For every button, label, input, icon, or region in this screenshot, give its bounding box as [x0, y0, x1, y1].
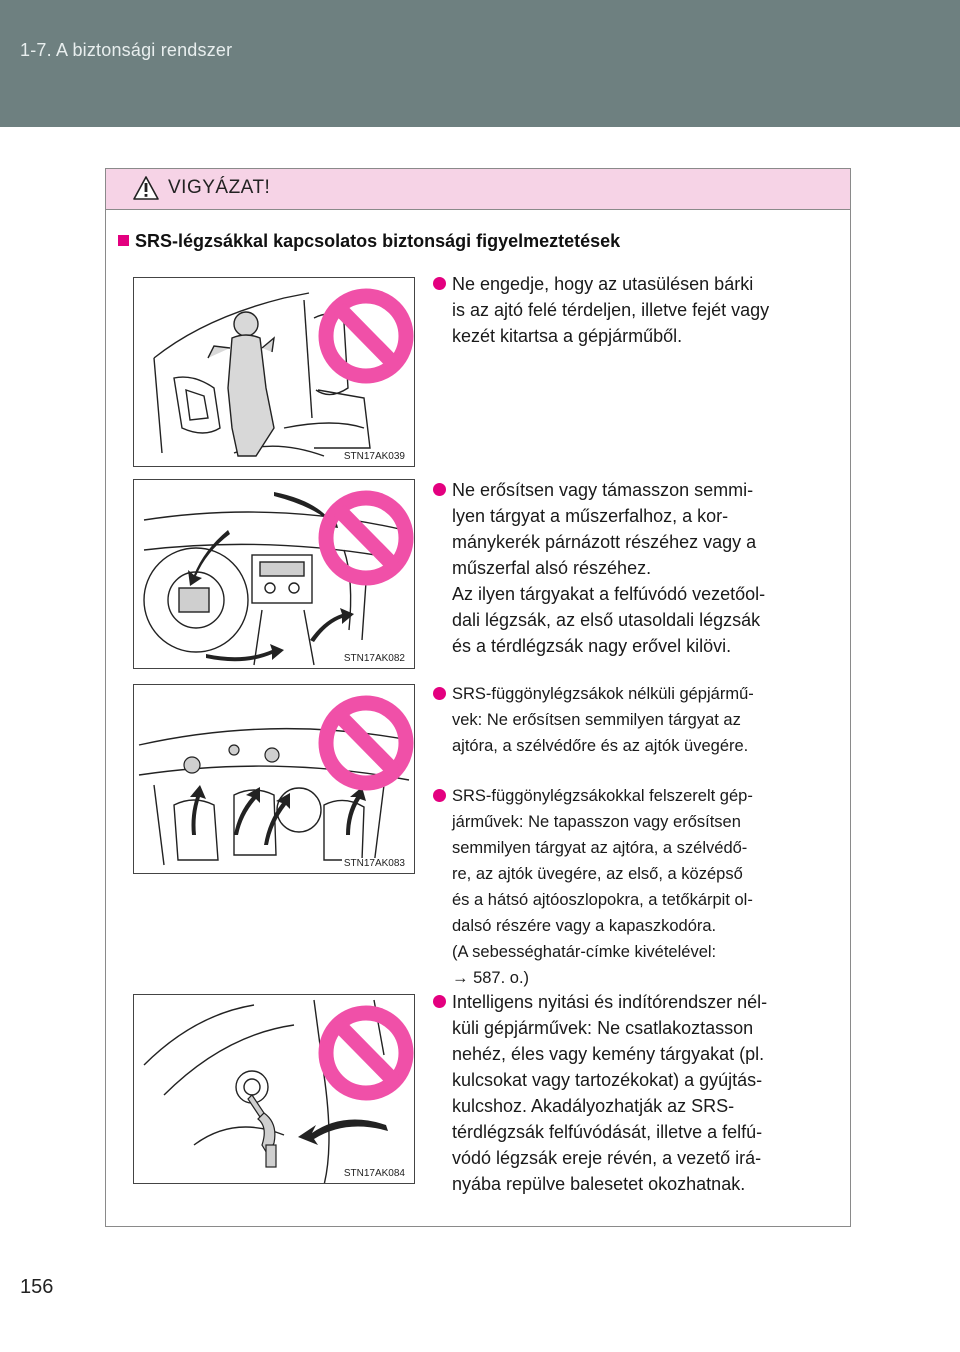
item-line: műszerfal alsó részéhez. — [452, 558, 652, 578]
warning-header — [106, 169, 850, 210]
item-line: mánykerék párnázott részéhez vagy a — [452, 532, 757, 552]
item-line: küli gépjárművek: Ne csatlakoztasson — [452, 1018, 754, 1038]
figure-id: STN17AK039 — [343, 451, 405, 462]
item-line: lyen tárgyat a műszerfalhoz, a kor- — [452, 506, 729, 526]
warning-box — [105, 168, 851, 1227]
bullet-icon — [433, 277, 446, 290]
bullet-icon — [433, 687, 446, 700]
prohibited-sign-icon — [134, 278, 415, 467]
item-line: (A sebességhatár-címke kivételével: — [452, 943, 717, 961]
item-line: nehéz, éles vagy kemény tárgyakat (pl. — [452, 1044, 765, 1064]
item-line: SRS-függönylégzsákok nélküli gépjármű- — [452, 685, 754, 703]
warning-item — [434, 477, 840, 659]
section-square-icon — [118, 235, 129, 246]
figure-curtain-airbag-objects — [133, 684, 415, 874]
item-line: re, az ajtók üvegére, az első, a középső — [452, 865, 743, 883]
item-line: kulcshoz. Akadályozhatják az SRS- — [452, 1096, 735, 1116]
item-line: dalsó részére vagy a kapaszkodóra. — [452, 917, 717, 935]
item-line: kulcsokat vagy tartozékokat) a gyújtás- — [452, 1070, 763, 1090]
page-number: 156 — [20, 1276, 54, 1298]
prohibited-sign-icon — [134, 480, 415, 669]
item-line: nyába repülve balesetet okozhatnak. — [452, 1174, 746, 1194]
figure-id: STN17AK083 — [343, 858, 405, 869]
warning-item — [434, 681, 840, 759]
page-header — [0, 0, 960, 127]
bullet-icon — [433, 789, 446, 802]
figure-dashboard-objects — [133, 479, 415, 669]
item-line: Ne engedje, hogy az utasülésen bárki — [452, 274, 754, 294]
item-line: Ne erősítsen vagy támasszon semmi- — [452, 480, 754, 500]
item-line: térdlégzsák felfúvódását, illetve a felfú- — [452, 1122, 763, 1142]
figure-passenger-kneeling — [133, 277, 415, 467]
warning-item — [434, 271, 840, 349]
item-line: és a térdlégzsák nagy erővel kilövi. — [452, 636, 732, 656]
item-line: semmilyen tárgyat az ajtóra, a szélvédő- — [452, 839, 748, 857]
item-line: vódó légzsák ereje révén, a vezető irá- — [452, 1148, 762, 1168]
item-line: kezét kitartsa a gépjárműből. — [452, 326, 683, 346]
header-title: 1-7. A biztonsági rendszer — [20, 40, 233, 60]
item-line: vek: Ne erősítsen semmilyen tárgyat az — [452, 711, 741, 729]
figure-ignition-key — [133, 994, 415, 1184]
bullet-icon — [433, 483, 446, 496]
warning-title: VIGYÁZAT! — [168, 177, 271, 198]
prohibited-sign-icon — [134, 995, 415, 1184]
figure-id: STN17AK082 — [343, 653, 405, 664]
item-line: SRS-függönylégzsákokkal felszerelt gép- — [452, 787, 753, 805]
item-line: dali légzsák, az első utasoldali légzsák — [452, 610, 761, 630]
item-line: Az ilyen tárgyakat a felfúvódó vezetőol- — [452, 584, 766, 604]
section-title-text: SRS-légzsákkal kapcsolatos biztonsági figyelmeztetések — [135, 231, 621, 251]
item-line: járművek: Ne tapasszon vagy erősítsen — [452, 813, 741, 831]
figure-id: STN17AK084 — [343, 1168, 405, 1179]
section-title — [118, 231, 620, 252]
item-line: is az ajtó felé térdeljen, illetve fejét vagy — [452, 300, 770, 320]
item-line: → 587. o.) — [452, 969, 530, 987]
item-line: Intelligens nyitási és indítórendszer nél- — [452, 992, 768, 1012]
warning-triangle-icon — [132, 175, 160, 201]
warning-item — [434, 989, 840, 1197]
bullet-icon — [433, 995, 446, 1008]
item-line: és a hátsó ajtóoszlopokra, a tetőkárpit ol- — [452, 891, 753, 909]
warning-item — [434, 783, 840, 991]
prohibited-sign-icon — [134, 685, 415, 874]
item-line: ajtóra, a szélvédőre és az ajtók üvegére. — [452, 737, 749, 755]
